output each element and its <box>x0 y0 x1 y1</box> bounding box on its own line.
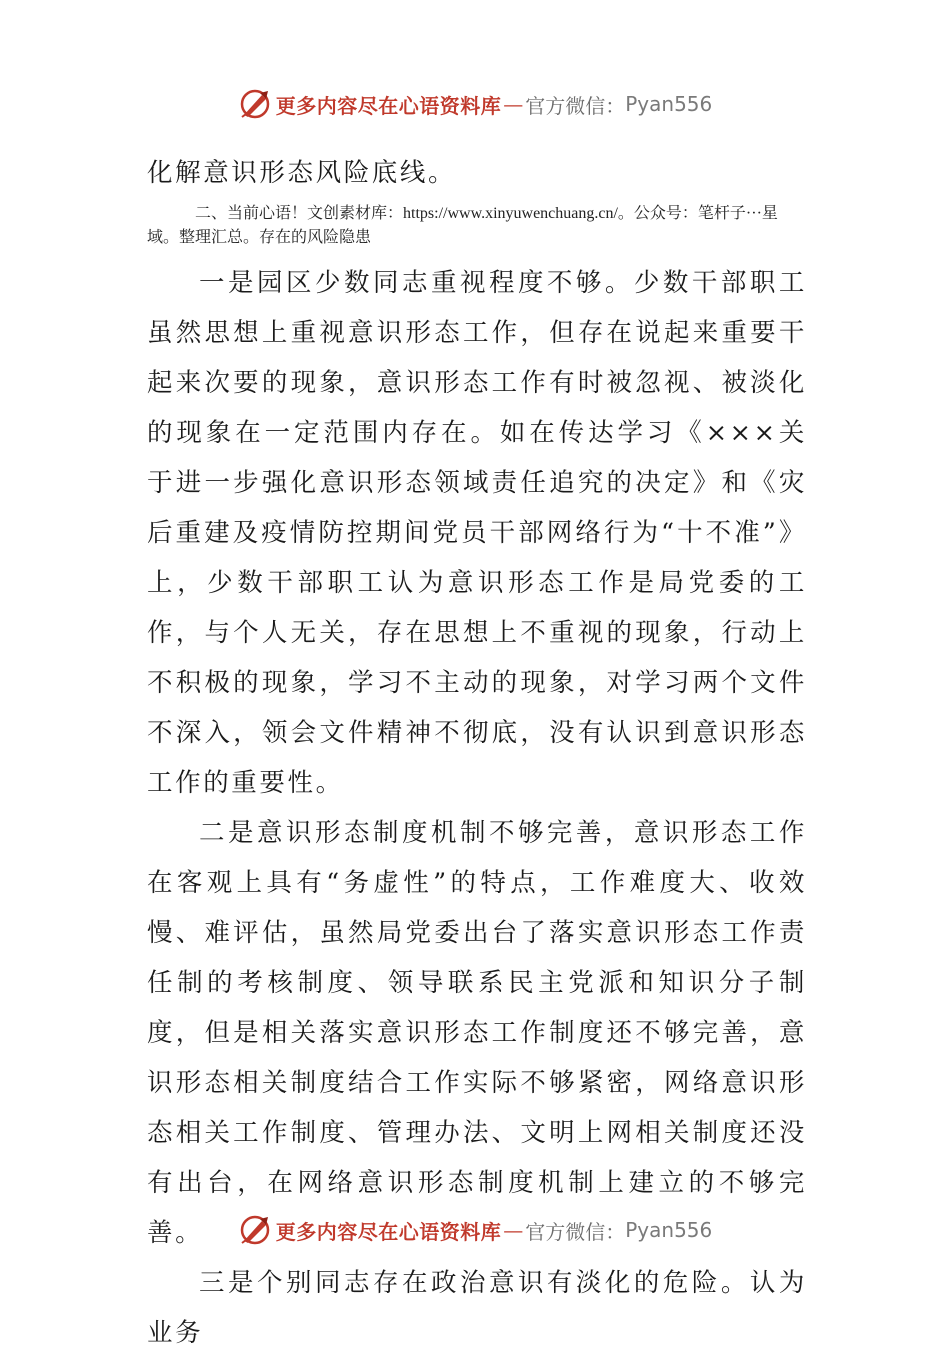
paragraph-one: 一是园区少数同志重视程度不够。少数干部职工虽然思想上重视意识形态工作，但存在说起来重要干起来次要的现象，意识形态工作有时被忽视、被淡化的现象在一定范围内存在。如在传达学习《×××关于进一步强化意识形态领域责任追究的决定》和《灾后重建及疫情防控期间党员干部网络行为“十不准”》上，少数干部职工认为意识形态工作是局党委的工作，与个人无关，存在思想上不重视的现象，行动上不积极的现象，学习不主动的现象，对学习两个文件不深入，领会文件精神不彻底，没有认识到意识形态工作的重要性。 <box>147 268 807 798</box>
banner-red-text: 更多内容尽在心语资料库 <box>275 1219 502 1244</box>
banner-wechat-id: Pyan556 <box>625 1218 713 1242</box>
banner-dash: — <box>503 1218 524 1242</box>
paragraph-two: 二是意识形态制度机制不够完善，意识形态工作在客观上具有“务虚性”的特点，工作难度大、收效慢、难评估，虽然局党委出台了落实意识形态工作责任制的考核制度、领导联系民主党派和知识分子制度，但是相关落实意识形态工作制度还不够完善，意识形态相关制度结合工作实际不够紧密，网络意识形态相关工作制度、管理办法、文明上网相关制度还没有出台，在网络意识形态制度机制上建立的不够完善。 <box>147 818 807 1248</box>
header-banner <box>0 84 950 124</box>
banner-gray-text: 官方微信： <box>525 93 626 118</box>
banner-gray-text: 官方微信： <box>525 1219 626 1244</box>
banner-dash: — <box>503 92 524 116</box>
document-body <box>147 148 807 1358</box>
footer-banner <box>0 1210 950 1250</box>
paragraph-continuation: 化解意识形态风险底线。 <box>147 158 457 188</box>
quill-pen-icon <box>238 1213 272 1247</box>
banner-wechat-id: Pyan556 <box>625 92 713 116</box>
quill-pen-icon <box>238 87 272 121</box>
paragraph-three: 三是个别同志存在政治意识有淡化的危险。认为业务 <box>147 1268 807 1348</box>
section-heading-watermarked <box>147 202 807 250</box>
section-heading-text: 二、当前心语！文创素材库：https://www.xinyuwenchuang.cn/。公众号：笔杆子···星域。整理汇总。存在的风险隐患 <box>147 205 778 246</box>
banner-red-text: 更多内容尽在心语资料库 <box>275 93 502 118</box>
